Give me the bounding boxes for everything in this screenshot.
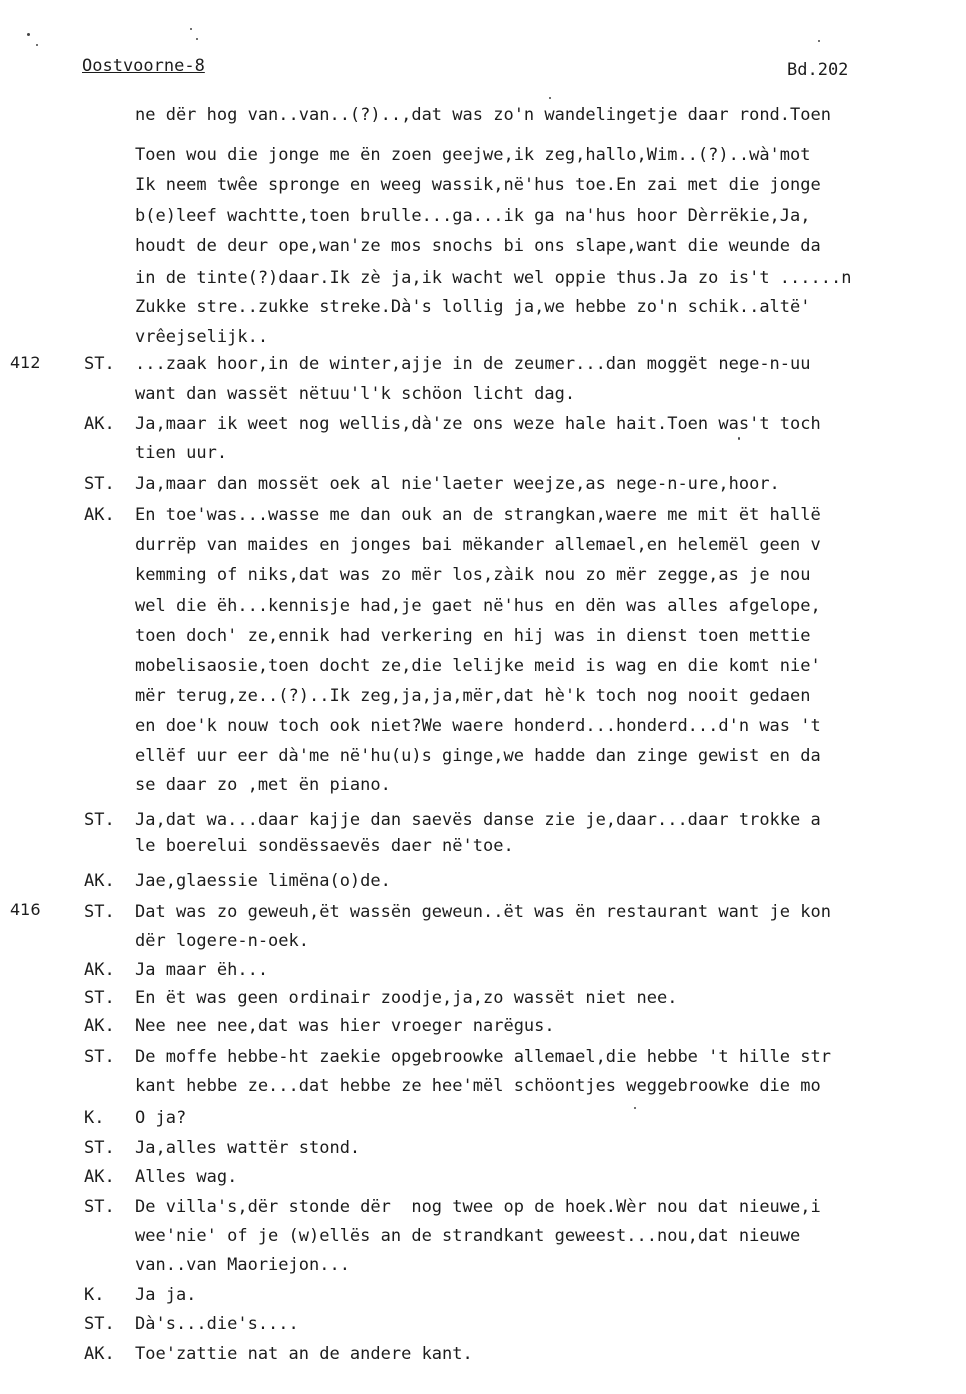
speaker-label: AK. (84, 960, 115, 980)
transcript-line: wel die ëh...kennisje had,je gaet në'hus en dën was alles afgelope, (135, 596, 821, 616)
transcript-line: tien uur. (135, 443, 228, 463)
speaker-label: ST. (84, 474, 115, 494)
speaker-label: ST. (84, 1138, 115, 1158)
paper-speck (196, 38, 198, 40)
transcript-line: Toe'zattie nat an de andere kant. (135, 1344, 473, 1364)
speaker-label: K. (84, 1108, 105, 1128)
transcript-line: Zukke stre..zukke streke.Dà's lollig ja,we hebbe zo'n schik..altë' (135, 297, 811, 317)
transcript-line: Ja,maar ik weet nog wellis,dà'ze ons weze hale hait.Toen was't toch (135, 414, 821, 434)
speaker-label: AK. (84, 1167, 115, 1187)
transcript-line: Dat was zo geweuh,ët wassën geweun..ët was ën restaurant want je kon (135, 902, 831, 922)
paper-speck (634, 1107, 636, 1109)
speaker-label: AK. (84, 1016, 115, 1036)
speaker-label: ST. (84, 1314, 115, 1334)
speaker-label: K. (84, 1285, 105, 1305)
paper-speck (738, 437, 740, 440)
transcript-line: Ja,maar dan mossët oek al nie'laeter weejze,as nege-n-ure,hoor. (135, 474, 780, 494)
transcript-line: Ja maar ëh... (135, 960, 269, 980)
transcript-line: van..van Maoriejon... (135, 1255, 350, 1275)
transcript-line: Ja,dat wa...daar kajje dan saevës danse zie je,daar...daar trokke a (135, 810, 821, 830)
speaker-label: ST. (84, 1047, 115, 1067)
transcript-line: Ik neem twêe spronge en weeg wassik,në'hus toe.En zai met die jonge (135, 175, 821, 195)
transcript-line: se daar zo ,met ën piano. (135, 775, 391, 795)
transcript-line: want dan wassët nëtuu'l'k schöon licht dag. (135, 384, 576, 404)
transcript-line: En ët was geen ordinair zoodje,ja,zo wassët niet nee. (135, 988, 678, 1008)
transcript-line: dër logere-n-oek. (135, 931, 309, 951)
paper-speck (549, 97, 551, 99)
speaker-label: ST. (84, 902, 115, 922)
line-number: 416 (10, 900, 41, 919)
transcript-line: Ja,alles wattër stond. (135, 1138, 361, 1158)
transcript-line: ...zaak hoor,in de winter,ajje in de zeumer...dan moggët nege-n-uu (135, 354, 811, 374)
paper-speck (36, 44, 38, 46)
speaker-label: AK. (84, 414, 115, 434)
transcript-line: wee'nie' of je (w)ellës an de strandkant geweest...nou,dat nieuwe (135, 1226, 801, 1246)
transcript-line: De villa's,dër stonde dër nog twee op de hoek.Wèr nou dat nieuwe,i (135, 1197, 821, 1217)
transcript-line: mobelisaosie,toen docht ze,die lelijke meid is wag en die komt nie' (135, 656, 821, 676)
transcript-line: Ja ja. (135, 1285, 197, 1305)
transcript-line: le boerelui sondëssaevës daer në'toe. (135, 836, 514, 856)
transcript-line: houdt de deur ope,wan'ze mos snochs bi ons slape,want die weunde da (135, 236, 821, 256)
page-header-location: Oostvoorne-8 (82, 56, 205, 76)
speaker-label: ST. (84, 988, 115, 1008)
transcript-line: En toe'was...wasse me dan ouk an de strangkan,waere me mit ët hallë (135, 505, 821, 525)
transcript-line: Nee nee nee,dat was hier vroeger narëgus. (135, 1016, 555, 1036)
transcript-line: b(e)leef wachtte,toen brulle...ga...ik ga na'hus hoor Dèrrëkie,Ja, (135, 206, 811, 226)
line-number: 412 (10, 353, 41, 372)
transcript-line: O ja? (135, 1108, 187, 1128)
transcript-line: vrêejselijk.. (135, 327, 269, 347)
speaker-label: AK. (84, 505, 115, 525)
transcript-line: De moffe hebbe-ht zaekie opgebroowke allemael,die hebbe 't hille str (135, 1047, 831, 1067)
transcript-line: kemming of niks,dat was zo mër los,zàik nou zo mër zegge,as je nou (135, 565, 811, 585)
paper-speck (27, 33, 30, 36)
speaker-label: AK. (84, 871, 115, 891)
transcript-line: Jae,glaessie limëna(o)de. (135, 871, 391, 891)
transcript-line: toen doch' ze,ennik had verkering en hij was in dienst toen mettie (135, 626, 811, 646)
paper-speck (190, 28, 192, 30)
speaker-label: AK. (84, 1344, 115, 1364)
transcript-line: durrëp van maides en jonges bai mëkander allemael,en helemël geen v (135, 535, 821, 555)
transcript-line: ne dër hog van..van..(?)..,dat was zo'n wandelingetje daar rond.Toen (135, 105, 831, 125)
transcript-line: mër terug,ze..(?)..Ik zeg,ja,ja,mër,dat hè'k toch nog nooit gedaen (135, 686, 811, 706)
transcript-line: Toen wou die jonge me ën zoen geejwe,ik zeg,hallo,Wim..(?)..wà'mot (135, 145, 811, 165)
speaker-label: ST. (84, 354, 115, 374)
transcript-line: kant hebbe ze...dat hebbe ze hee'mël schöontjes weggebroowke die mo (135, 1076, 821, 1096)
speaker-label: ST. (84, 810, 115, 830)
transcript-line: ellëf uur eer dà'me në'hu(u)s ginge,we hadde dan zinge gewist en da (135, 746, 821, 766)
transcript-line: Dà's...die's.... (135, 1314, 299, 1334)
speaker-label: ST. (84, 1197, 115, 1217)
page-header-volume: Bd.202 (787, 60, 849, 80)
paper-speck (818, 40, 820, 42)
transcript-line: en doe'k nouw toch ook niet?We waere honderd...honderd...d'n was 't (135, 716, 821, 736)
transcript-line: Alles wag. (135, 1167, 238, 1187)
transcript-line: in de tinte(?)daar.Ik zè ja,ik wacht wel oppie thus.Ja zo is't ......n (135, 268, 852, 288)
